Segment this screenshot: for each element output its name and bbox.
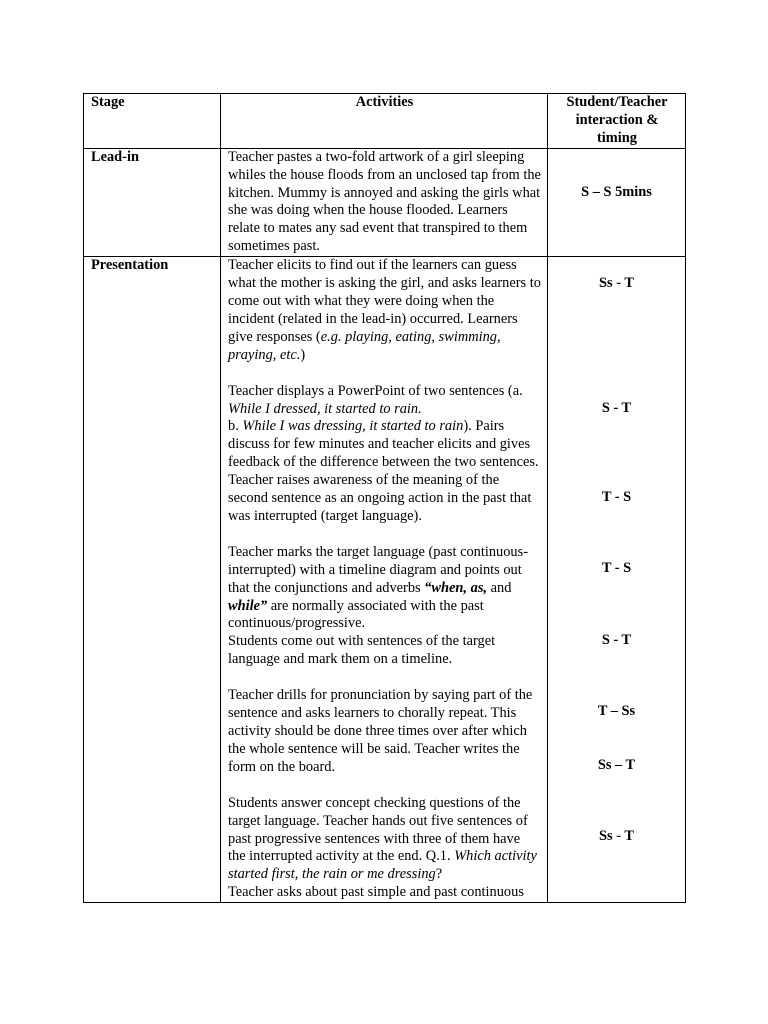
paragraph-timeline: Teacher marks the target language (past continuous-interrupted) with a timeline diagram and points out that the conjunctions and adverbs “when, as, and while” are normally associated with the past continuous/progressive. Students come out with sentences of the target language and mark them on a timeline. xyxy=(228,543,529,668)
interaction-lead-in xyxy=(548,148,686,256)
lead-in-text: Teacher pastes a two-fold artwork of a girl sleeping whiles the house floods from an unclosed tap from the kitchen. Mummy is annoyed and asking the girls what she was doing when the house flooded. Learners relate to mates any sad event that transpired to them sometimes past. xyxy=(228,148,541,255)
lesson-plan-table xyxy=(83,93,686,903)
interaction-mark: S - T xyxy=(601,400,632,417)
header-interaction: Student/Teacher interaction & timing xyxy=(548,94,686,149)
stage-presentation: Presentation xyxy=(84,257,221,903)
paragraph-elicit: Teacher elicits to find out if the learners can guess what the mother is asking the girl, and asks learners to come out with what they were doing when the incident (related in the lead-in) occurred. Learners give responses (e.g. playing, eating, swimming, praying, etc.) xyxy=(228,257,541,363)
interaction-mark: Ss – T xyxy=(597,757,636,774)
interaction-mark: Ss - T xyxy=(599,275,634,292)
paragraph-concept-check: Students answer concept checking questions of the target language. Teacher hands out five sentences of past progressive sentences with three of them have the interrupted activity at the end. Q.1. Which activity started first, the rain or me dressing? Teacher asks about past simple and past continuous xyxy=(228,794,537,901)
stage-lead-in: Lead-in xyxy=(84,148,221,256)
interaction-mark: S - T xyxy=(601,632,632,649)
interaction-mark: S – S 5mins xyxy=(581,183,652,200)
presentation-row xyxy=(84,257,686,903)
interaction-presentation xyxy=(548,257,686,903)
header-activities: Activities xyxy=(221,94,548,149)
lead-in-row xyxy=(84,148,686,256)
interaction-mark: Ss - T xyxy=(599,828,634,845)
interaction-mark: T - S xyxy=(601,489,632,506)
interaction-mark: T – Ss xyxy=(597,703,636,720)
activity-lead-in xyxy=(221,148,548,256)
paragraph-drill: Teacher drills for pronunciation by saying part of the sentence and asks learners to chorally repeat. This activity should be done three times over after which the whole sentence will be said. Teacher writes the form on the board. xyxy=(228,687,533,775)
header-row xyxy=(84,94,686,149)
paragraph-powerpoint: Teacher displays a PowerPoint of two sentences (a. While I dressed, it started to rain. b. While I was dressing, it started to rain). Pairs discuss for few minutes and teacher elicits and gives feedback of the difference between the two sentences. Teacher raises awareness of the meaning of the second sentence as an ongoing action in the past that was interrupted (target language). xyxy=(228,382,539,524)
interaction-mark: T - S xyxy=(601,560,632,577)
activity-presentation xyxy=(221,257,548,903)
header-stage: Stage xyxy=(84,94,221,149)
